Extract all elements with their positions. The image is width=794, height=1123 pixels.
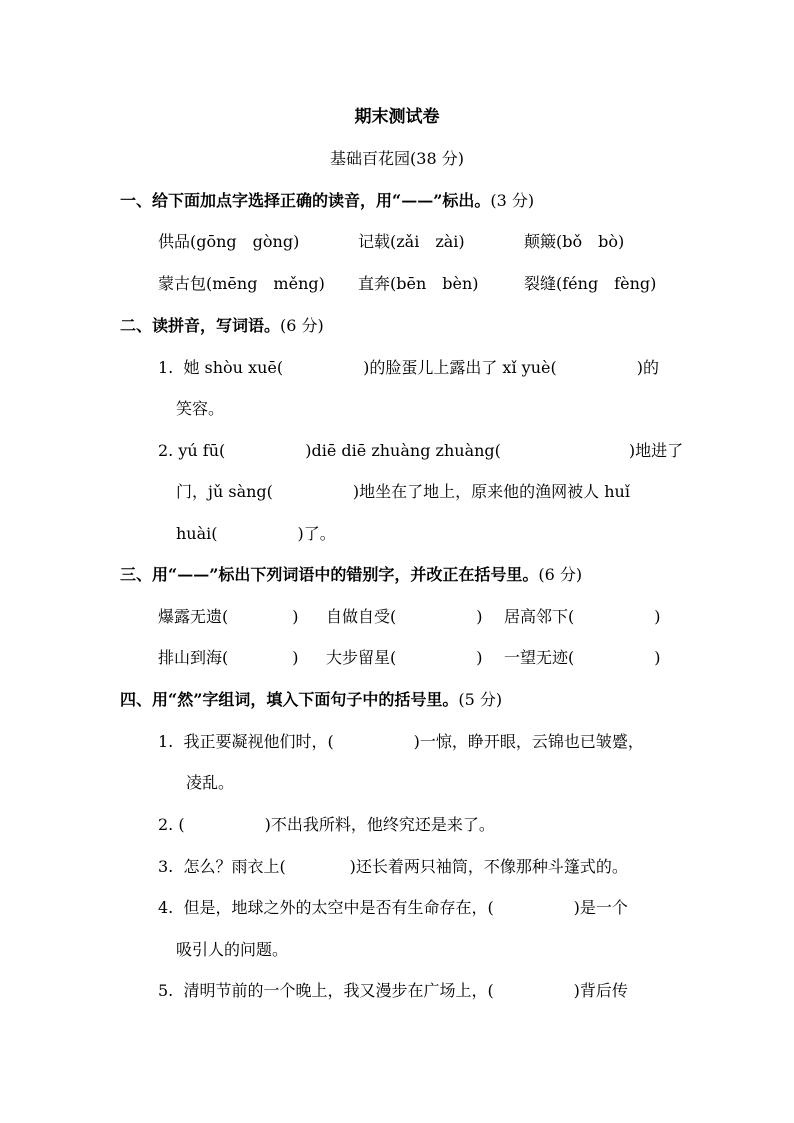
section2-heading-text: 二、读拼音，写词语。: [120, 316, 281, 335]
section1-score: (3 分): [490, 191, 535, 210]
section3-heading: [120, 565, 582, 585]
section3-item: 爆露无遗( ): [158, 607, 299, 626]
section3-item: 排山到海( ): [158, 648, 299, 667]
section4-line: 1. 我正要凝视他们时，( )一惊，睁开眼，云锦也已皱蹙，: [158, 732, 644, 751]
section4-score: (5 分): [458, 690, 503, 709]
section1-item: 直奔(bēn bèn): [358, 274, 479, 293]
section4-line: 凌乱。: [186, 773, 235, 792]
section4-heading-text: 四、用“然”字组词，填入下面句子中的括号里。: [120, 690, 459, 709]
section3-item: 自做自受( ): [326, 607, 483, 626]
section1-heading: [120, 191, 534, 211]
section1-heading-text: 一、给下面加点字选择正确的读音，用“——”标出。: [120, 191, 491, 210]
section4-line: 吸引人的问题。: [176, 940, 289, 959]
section1-item: 颠簸(bǒ bò): [524, 232, 625, 251]
section4-line: 2. ( )不出我所料，他终究还是来了。: [158, 815, 495, 834]
section2-line: 笑容。: [176, 399, 225, 418]
section2-line: huài( )了。: [176, 524, 336, 543]
page-subtitle: 基础百花园(38 分): [330, 149, 464, 168]
section2-line: 门，jǔ sàng( )地坐在了地上，原来他的渔网被人 huǐ: [176, 482, 630, 501]
section3-score: (6 分): [538, 565, 583, 584]
section1-item: 供品(gōng gòng): [158, 232, 300, 251]
section3-item: 居高邻下( ): [504, 607, 661, 626]
section3-heading-text: 三、用“——”标出下列词语中的错别字，并改正在括号里。: [120, 565, 539, 584]
page-title: 期末测试卷: [354, 107, 440, 127]
section3-item: 大步留星( ): [326, 648, 483, 667]
section2-heading: [120, 316, 324, 336]
section1-item: 蒙古包(mēng měng): [158, 274, 325, 293]
section2-line: 1. 她 shòu xuē( )的脸蛋儿上露出了 xǐ yuè( )的: [158, 358, 659, 377]
section4-line: 5. 清明节前的一个晚上，我又漫步在广场上，( )背后传: [158, 981, 628, 1000]
section3-item: 一望无迹( ): [504, 648, 661, 667]
section4-line: 4. 但是，地球之外的太空中是否有生命存在，( )是一个: [158, 898, 628, 917]
section2-line: 2. yú fū( )diē diē zhuàng zhuàng( )地进了: [158, 441, 684, 460]
section1-item: 记载(zǎi zài): [358, 232, 465, 251]
section1-item: 裂缝(féng fèng): [524, 274, 657, 293]
section2-score: (6 分): [280, 316, 324, 335]
section4-line: 3. 怎么？雨衣上( )还长着两只袖筒，不像那种斗篷式的。: [158, 857, 628, 876]
section4-heading: [120, 690, 502, 710]
